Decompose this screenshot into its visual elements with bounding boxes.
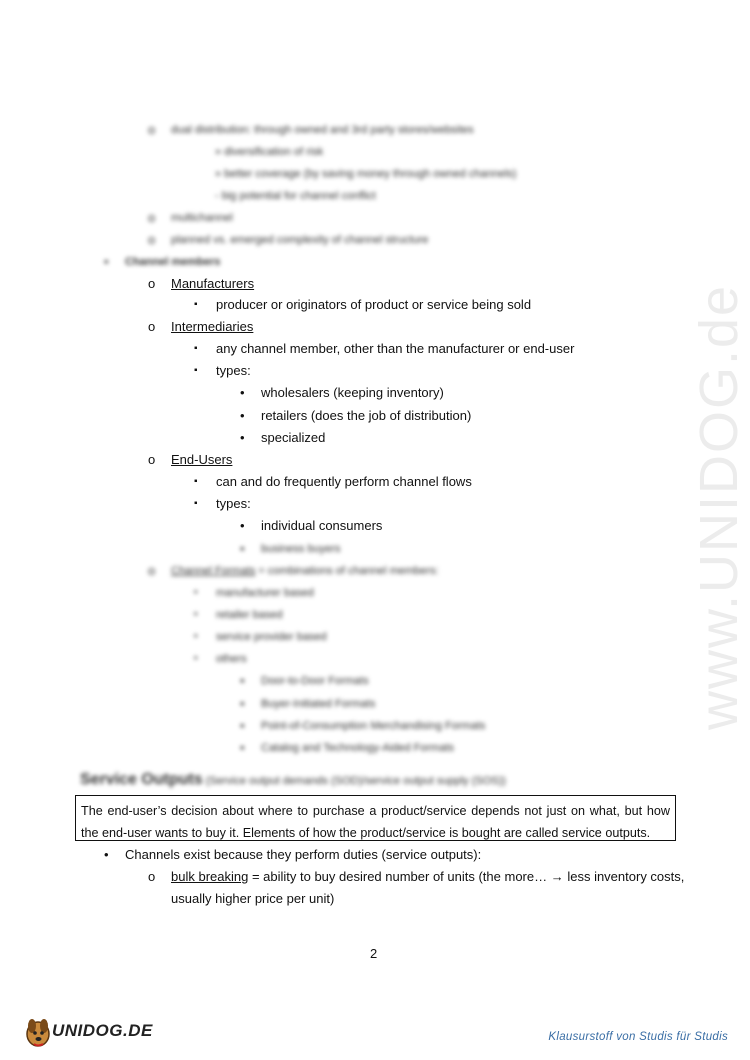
disc-bullet: •	[240, 518, 245, 533]
square-bullet: ▪	[194, 299, 198, 310]
end-users-item-1: can and do frequently perform channel flows	[216, 474, 472, 489]
definition-box	[75, 795, 676, 841]
intermediaries-type-1: wholesalers (keeping inventory)	[261, 385, 444, 400]
channel-format-item-4: others	[216, 653, 247, 665]
bulk-breaking-rest: = ability to buy desired number of units (the more… → less inventory costs,	[248, 869, 685, 884]
disc-bullet: •	[240, 408, 245, 423]
square-bullet: ▪	[194, 609, 198, 620]
channel-formats-rest: = combinations of channel members:	[255, 565, 439, 577]
square-bullet: ▪	[194, 587, 198, 598]
channel-format-other-1: Door-to-Door Formats	[261, 675, 369, 687]
end-users-label: End-Users	[171, 452, 233, 467]
hollow-circle-bullet: o	[148, 232, 156, 247]
hollow-circle-bullet: o	[148, 563, 156, 578]
hollow-circle-bullet: o	[148, 276, 156, 291]
hollow-circle-bullet: o	[148, 122, 156, 137]
logo-text: UNIDOG.DE	[52, 1021, 153, 1040]
intermediaries-item-2: types:	[216, 363, 251, 378]
disc-bullet: •	[240, 430, 245, 445]
square-bullet: ▪	[194, 365, 198, 376]
end-users-type-1: individual consumers	[261, 518, 383, 533]
end-users-item-2: types:	[216, 496, 251, 511]
channel-format-other-3: Point-of-Consumption Merchandising Formats	[261, 720, 486, 732]
bulk-breaking-line-2: usually higher price per unit)	[171, 891, 335, 906]
disc-bullet: •	[240, 541, 245, 556]
disc-bullet: •	[104, 254, 109, 269]
blurred-sub-3: - big potential for channel conflict	[215, 190, 376, 202]
channel-format-item-1: manufacturer based	[216, 587, 314, 599]
watermark: www.UNIDOG.de	[689, 283, 749, 730]
disc-bullet: •	[240, 740, 245, 755]
disc-bullet: •	[104, 847, 109, 862]
square-bullet: ▪	[194, 498, 198, 509]
disc-bullet: •	[240, 385, 245, 400]
definition-line-2: the end-user wants to buy it. Elements of how the product/service is bought are called service outputs.	[81, 826, 651, 840]
blurred-dual-distribution: dual distribution: through owned and 3rd party stores/websites	[171, 124, 474, 136]
square-bullet: ▪	[194, 343, 198, 354]
intermediaries-type-2: retailers (does the job of distribution)	[261, 408, 472, 423]
blurred-sub-2: » better coverage (by saving money through owned channels)	[215, 168, 517, 180]
intermediaries-item-1: any channel member, other than the manufacturer or end-user	[216, 341, 575, 356]
page-number: 2	[370, 946, 378, 961]
blurred-sub-1: » diversification of risk	[215, 146, 324, 158]
footer-tagline: Klausurstoff von Studis für Studis	[548, 1031, 728, 1043]
channel-format-other-4: Catalog and Technology-Aided Formats	[261, 742, 455, 754]
channel-formats-line	[171, 563, 439, 579]
disc-bullet: •	[240, 673, 245, 688]
definition-line-1: The end-user’s decision about where to purchase a product/service depends not just on what, but how	[81, 804, 670, 818]
end-users-type-2: business buyers	[261, 543, 341, 555]
bulk-breaking-line	[171, 869, 684, 885]
square-bullet: ▪	[194, 631, 198, 642]
hollow-circle-bullet: o	[148, 210, 156, 225]
service-outputs-title: Service Outputs	[80, 771, 203, 788]
service-outputs-heading	[80, 771, 506, 789]
service-outputs-subtitle: (Service output demands (SOD)/service output supply (SOS))	[202, 775, 506, 787]
square-bullet: ▪	[194, 653, 198, 664]
blurred-complexity: planned vs. emerged complexity of channel structure	[171, 234, 429, 246]
bulk-breaking-label: bulk breaking	[171, 869, 249, 884]
manufacturers-label: Manufacturers	[171, 276, 255, 291]
channels-exist-text: Channels exist because they perform duties (service outputs):	[125, 847, 482, 862]
channel-format-other-2: Buyer-Initiated Formats	[261, 698, 376, 710]
channel-format-item-3: service provider based	[216, 631, 327, 643]
square-bullet: ▪	[194, 476, 198, 487]
hollow-circle-bullet: o	[148, 452, 156, 467]
intermediaries-type-3: specialized	[261, 430, 326, 445]
disc-bullet: •	[240, 718, 245, 733]
channel-formats-label: Channel Formats	[171, 565, 256, 577]
hollow-circle-bullet: o	[148, 319, 156, 334]
hollow-circle-bullet: o	[148, 869, 156, 884]
manufacturers-item: producer or originators of product or service being sold	[216, 297, 532, 312]
intermediaries-label: Intermediaries	[171, 319, 254, 334]
disc-bullet: •	[240, 696, 245, 711]
blurred-multichannel: multichannel	[171, 212, 233, 224]
blurred-section-channel-members: Channel members	[125, 256, 221, 268]
channel-format-item-2: retailer based	[216, 609, 283, 621]
